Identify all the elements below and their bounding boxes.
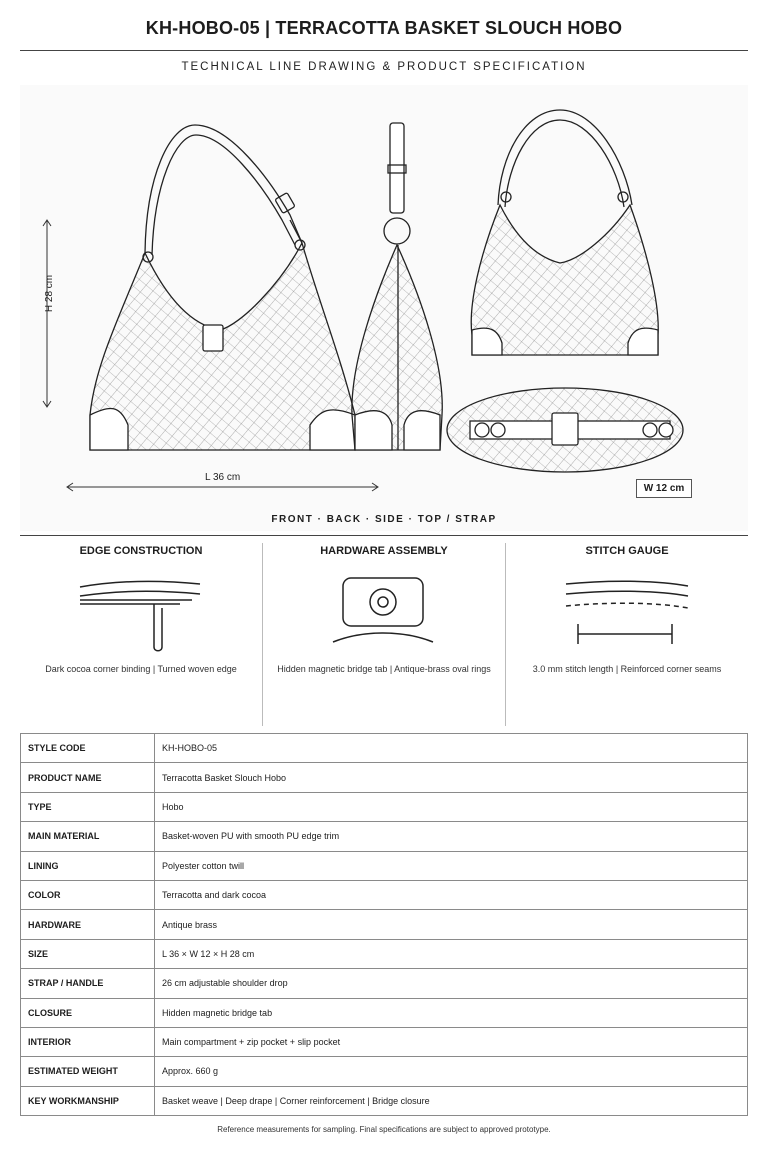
detail-caption: Hidden magnetic bridge tab | Antique-brass oval rings: [277, 664, 491, 674]
detail-edge-construction: [20, 537, 262, 727]
spec-key: STRAP / HANDLE: [21, 969, 155, 998]
detail-title: HARDWARE ASSEMBLY: [320, 545, 448, 557]
specification-table: [20, 733, 748, 1116]
spec-key: STYLE CODE: [21, 734, 155, 763]
title-rule: [20, 50, 748, 51]
spec-value: Approx. 660 g: [155, 1057, 748, 1086]
spec-key: ESTIMATED WEIGHT: [21, 1057, 155, 1086]
section-rule: [20, 535, 748, 536]
table-row: [21, 910, 748, 939]
detail-caption: 3.0 mm stitch length | Reinforced corner seams: [532, 664, 722, 674]
technical-drawing-panel: [20, 85, 748, 531]
spec-value: Terracotta Basket Slouch Hobo: [155, 763, 748, 792]
back-view: [471, 110, 658, 355]
footer-note: Reference measurements for sampling. Final specifications are subject to approved prototype.: [217, 1125, 551, 1134]
page-title: KH-HOBO-05 | TERRACOTTA BASKET SLOUCH HOBO: [145, 18, 623, 38]
spec-key: INTERIOR: [21, 1027, 155, 1056]
table-row: [21, 851, 748, 880]
spec-value: 26 cm adjustable shoulder drop: [155, 969, 748, 998]
detail-hardware-assembly: [263, 537, 505, 727]
spec-key: MAIN MATERIAL: [21, 822, 155, 851]
stitch-gauge-icon: [506, 572, 748, 657]
spec-key: COLOR: [21, 880, 155, 909]
height-dimension-label: H 28 cm: [44, 274, 56, 313]
spec-value: Hobo: [155, 792, 748, 821]
detail-title: STITCH GAUGE: [585, 545, 669, 557]
spec-key: PRODUCT NAME: [21, 763, 155, 792]
views-caption: FRONT · BACK · SIDE · TOP / STRAP: [271, 514, 497, 525]
spec-value: Hidden magnetic bridge tab: [155, 998, 748, 1027]
front-view: [90, 125, 355, 450]
spec-value: Basket weave | Deep drape | Corner reinforcement | Bridge closure: [155, 1086, 748, 1115]
table-row: [21, 792, 748, 821]
spec-value: Antique brass: [155, 910, 748, 939]
table-row: [21, 880, 748, 909]
detail-stitch-gauge: [506, 537, 748, 727]
spec-key: KEY WORKMANSHIP: [21, 1086, 155, 1115]
table-row: [21, 763, 748, 792]
spec-value: L 36 × W 12 × H 28 cm: [155, 939, 748, 968]
table-row: [21, 822, 748, 851]
detail-title: EDGE CONSTRUCTION: [79, 545, 203, 557]
length-dimension-label: L 36 cm: [205, 472, 241, 483]
spec-key: HARDWARE: [21, 910, 155, 939]
spec-key: LINING: [21, 851, 155, 880]
spec-value: Basket-woven PU with smooth PU edge trim: [155, 822, 748, 851]
side-view: [352, 123, 442, 450]
table-row: [21, 969, 748, 998]
top-view: [447, 388, 683, 472]
edge-construction-icon: [20, 572, 262, 657]
spec-value: Polyester cotton twill: [155, 851, 748, 880]
bag-line-drawings: [20, 85, 748, 531]
table-row: [21, 1057, 748, 1086]
width-dimension-label: W 12 cm: [636, 479, 692, 498]
hardware-assembly-icon: [263, 572, 505, 657]
spec-value: Main compartment + zip pocket + slip pocket: [155, 1027, 748, 1056]
spec-value: KH-HOBO-05: [155, 734, 748, 763]
detail-caption: Dark cocoa corner binding | Turned woven edge: [45, 664, 237, 674]
table-row: [21, 1086, 748, 1115]
spec-key: TYPE: [21, 792, 155, 821]
table-row: [21, 1027, 748, 1056]
table-row: [21, 734, 748, 763]
spec-value: Terracotta and dark cocoa: [155, 880, 748, 909]
spec-key: SIZE: [21, 939, 155, 968]
table-row: [21, 998, 748, 1027]
spec-key: CLOSURE: [21, 998, 155, 1027]
table-row: [21, 939, 748, 968]
page-subtitle: TECHNICAL LINE DRAWING & PRODUCT SPECIFICATION: [181, 61, 587, 73]
